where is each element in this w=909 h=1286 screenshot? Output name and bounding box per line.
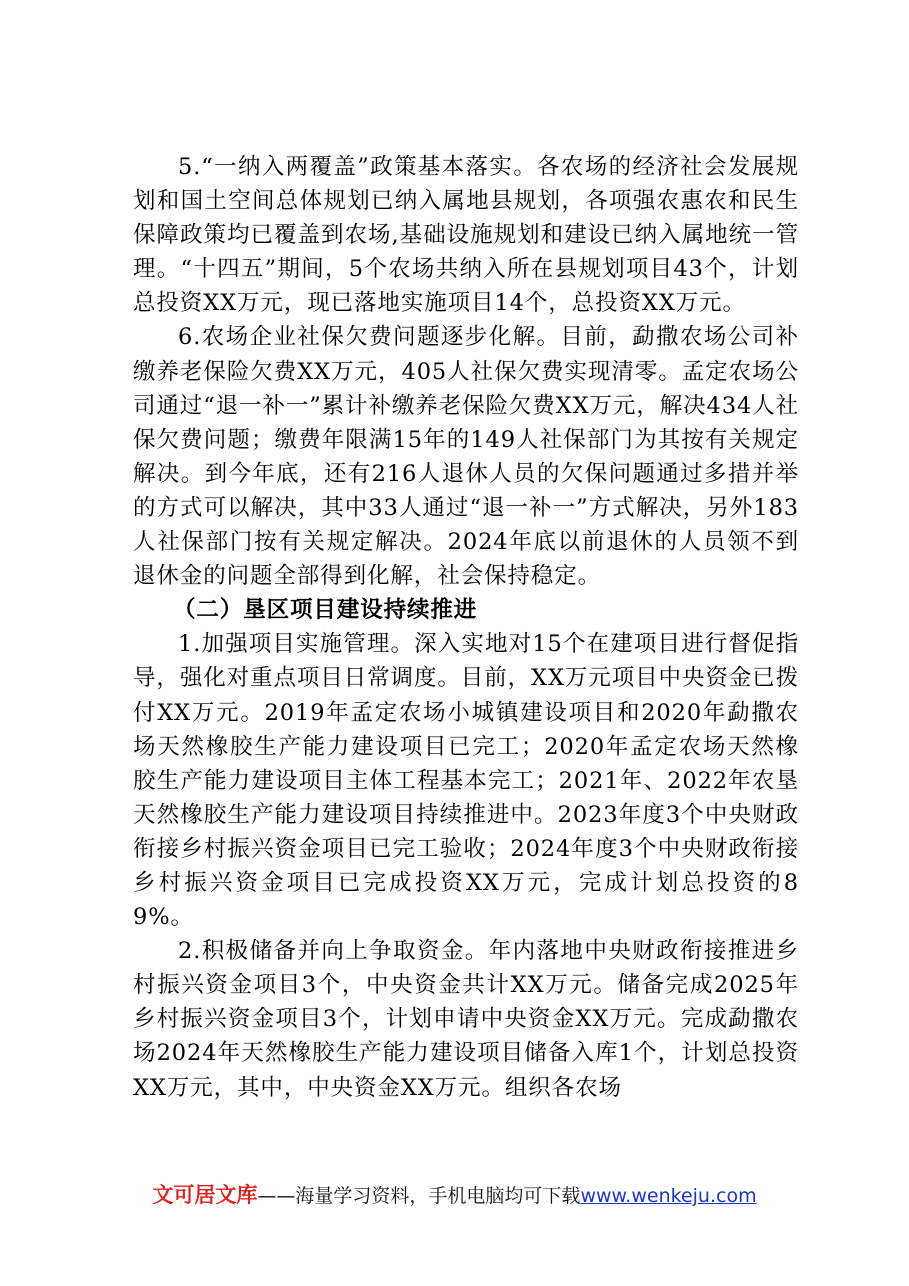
document-body — [133, 150, 799, 1105]
paragraph-5-one-inclusion-two-coverage: 5.“一纳入两覆盖”政策基本落实。各农场的经济社会发展规划和国土空间总体规划已纳入属地县规划，各项强农惠农和民生保障政策均已覆盖到农场,基础设施规划和建设已纳入属地统一管理。“十四五”期间，5个农场共纳入所在县规划项目43个，计划总投资XX万元，现已落地实施项目14个，总投资XX万元。 — [133, 154, 799, 317]
paragraph-1-project-management: 1.加强项目实施管理。深入实地对15个在建项目进行督促指导，强化对重点项目日常调度。目前，XX万元项目中央资金已拨付XX万元。2019年孟定农场小城镇建设项目和2020年勐撒农场天然橡胶生产能力建设项目已完工；2020年孟定农场天然橡胶生产能力建设项目主体工程基本完工；2021年、2022年农垦天然橡胶生产能力建设项目持续推进中。2023年度3个中央财政衔接乡村振兴资金项目已完工验收；2024年度3个中央财政衔接乡村振兴资金项目已完成投资XX万元，完成计划总投资的89%。 — [133, 631, 799, 931]
footer-brand: 文可居文库 — [152, 1183, 258, 1207]
paragraph-2-fund-reserve: 2.积极储备并向上争取资金。年内落地中央财政衔接推进乡村振兴资金项目3个，中央资金共计XX万元。储备完成2025年乡村振兴资金项目3个，计划申请中央资金XX万元。完成勐撒农场2024年天然橡胶生产能力建设项目储备入库1个，计划总投资XX万元，其中，中央资金XX万元。组织各农场 — [133, 938, 799, 1101]
watermark-footer — [0, 1181, 909, 1210]
footer-tagline: ——海量学习资料，手机电脑均可下载 — [257, 1185, 581, 1207]
paragraph-6-social-security-arrears: 6.农场企业社保欠费问题逐步化解。目前，勐撒农场公司补缴养老保险欠费XX万元，405人社保欠费实现清零。孟定农场公司通过“退一补一”累计补缴养老保险欠费XX万元，解决434人社保欠费问题；缴费年限满15年的149人社保部门为其按有关规定解决。到今年底，还有216人退休人员的欠保问题通过多措并举的方式可以解决，其中33人通过“退一补一”方式解决，另外183人社保部门按有关规定解决。2024年底以前退休的人员领不到退休金的问题全部得到化解，社会保持稳定。 — [133, 324, 799, 590]
footer-url-link[interactable]: www.wenkeju.com — [580, 1185, 757, 1207]
section-heading-project-construction: （二）垦区项目建设持续推进 — [173, 597, 478, 624]
